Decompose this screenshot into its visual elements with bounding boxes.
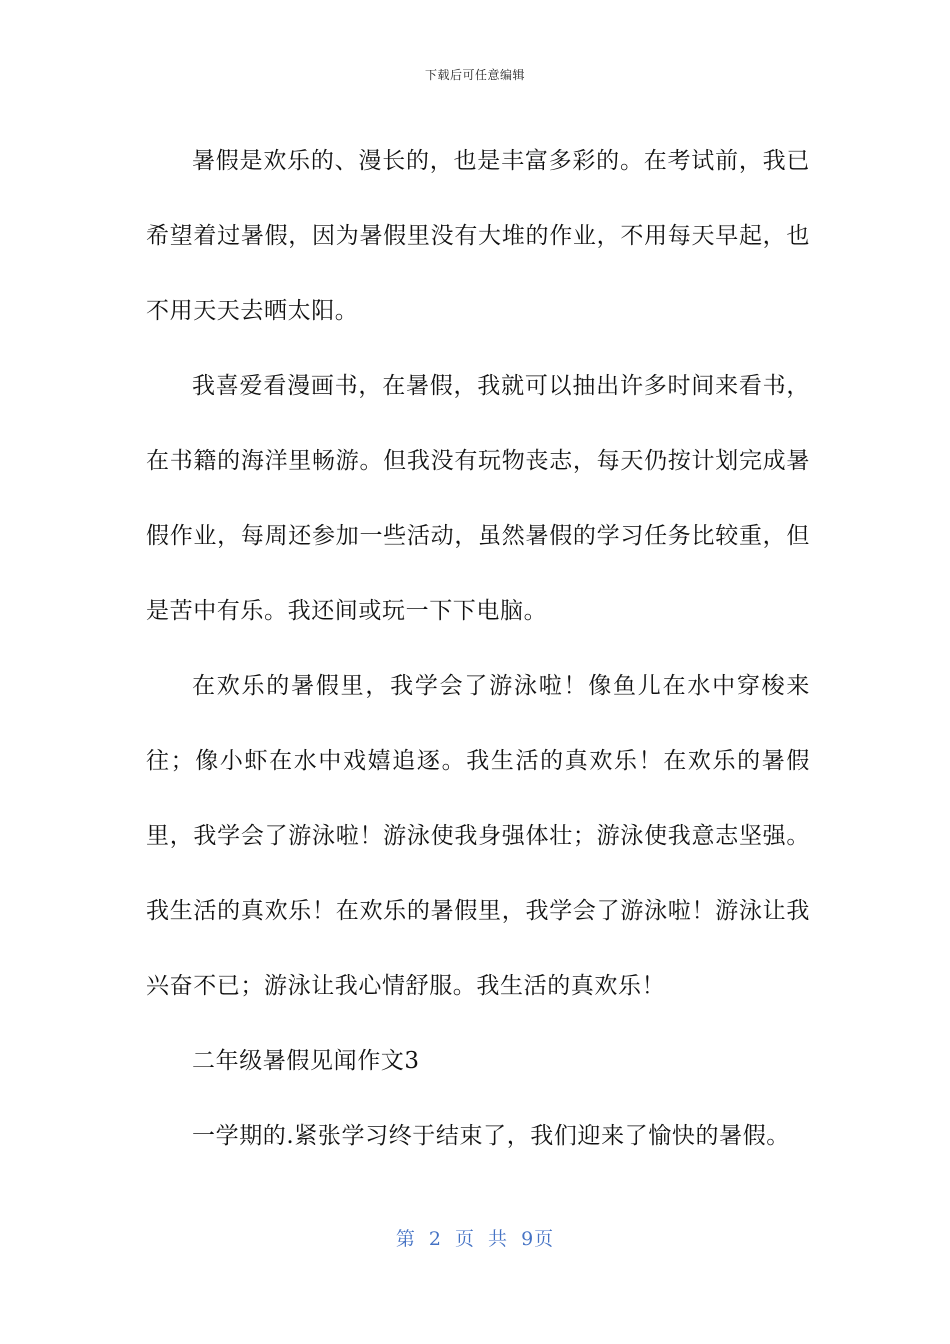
paragraph-1: 暑假是欢乐的、漫长的，也是丰富多彩的。在考试前，我已希望着过暑假，因为暑假里没有大堆的作业，不用每天早起，也不用天天去晒太阳。	[146, 148, 810, 324]
paragraph-2: 我喜爱看漫画书，在暑假，我就可以抽出许多时间来看书，在书籍的海洋里畅游。但我没有玩物丧志，每天仍按计划完成暑假作业，每周还参加一些活动，虽然暑假的学习任务比较重，但是苦中有乐。我还间或玩一下下电脑。	[146, 373, 810, 624]
paragraph-3: 在欢乐的暑假里，我学会了游泳啦！像鱼儿在水中穿梭来往；像小虾在水中戏嬉追逐。我生活的真欢乐！在欢乐的暑假里，我学会了游泳啦！游泳使我身强体壮；游泳使我意志坚强。我生活的真欢乐！在欢乐的暑假里，我学会了游泳啦！游泳让我兴奋不已；游泳让我心情舒服。我生活的真欢乐！	[146, 673, 810, 999]
page-number: 第 2 页 共 9页	[395, 1228, 555, 1250]
paragraph-4: 一学期的.紧张学习终于结束了，我们迎来了愉快的暑假。	[192, 1123, 790, 1149]
section-heading: 二年级暑假见闻作文3	[192, 1048, 420, 1074]
page-header-note: 下载后可任意编辑	[424, 68, 525, 82]
document-body	[146, 124, 810, 1174]
